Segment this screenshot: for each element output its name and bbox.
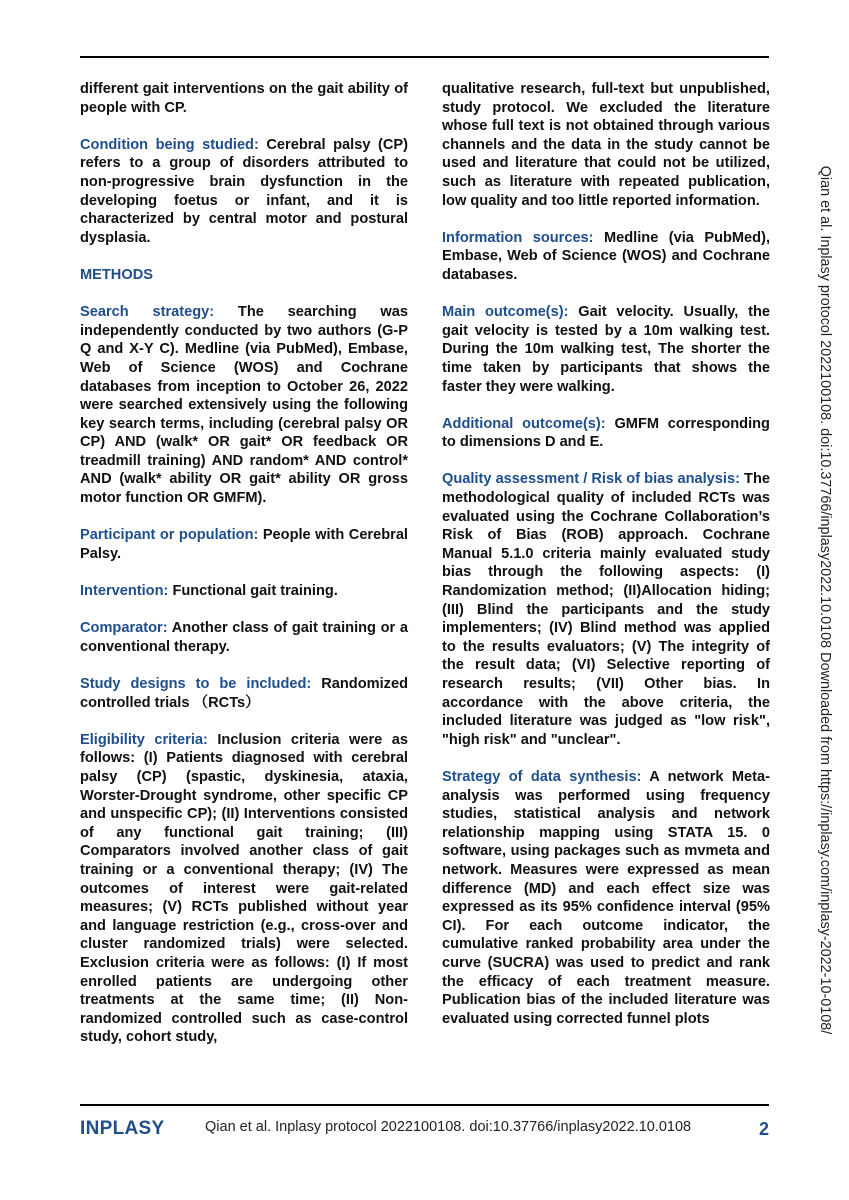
intervention-text: Functional gait training.: [172, 583, 338, 600]
condition-paragraph: [80, 136, 408, 248]
data-synthesis-text: A network Meta-analysis was performed using frequency studies, statistical analysis and network relationship mapping using STATA 15. 0 software, using packages such as mvmeta and network. Measures were expressed as mean difference (MD) and each effect size was expressed as its 95% confidence interval (95% CI). For each outcome indicator, the cumulative ranked probability area under the curve (SUCRA) was used to predict and rank the efficacy of each treatment measure. Publication bias of the included literature was evaluated using corrected funnel plots: [442, 768, 770, 1027]
comparator-paragraph: [80, 619, 408, 656]
footer-citation: Qian et al. Inplasy protocol 2022100108. doi:10.37766/inplasy2022.10.0108: [205, 1119, 692, 1135]
comparator-text: Another class of gait training or a conventional therapy.: [80, 620, 408, 655]
footer-brand: INPLASY: [80, 1118, 165, 1139]
intervention-label: Intervention:: [80, 583, 173, 600]
search-strategy-paragraph: [80, 303, 408, 508]
participant-label: Participant or population:: [80, 527, 263, 544]
study-designs-paragraph: [80, 675, 408, 712]
data-synthesis-paragraph: [442, 768, 770, 1028]
exclusion-continuation: [442, 80, 770, 210]
study-designs-text: Randomized controlled trials （RCTs）: [80, 676, 408, 711]
page-number: 2: [759, 1119, 770, 1139]
right-column: [442, 80, 770, 1047]
methods-heading: METHODS: [80, 266, 153, 283]
intro-continuation: [80, 80, 408, 117]
eligibility-paragraph: [80, 731, 408, 1047]
information-sources-label: Information sources:: [442, 229, 604, 246]
intervention-paragraph: [80, 582, 408, 601]
search-strategy-text: The searching was independently conducted by two authors (G-P Q and X-Y C). Medline (via PubMed), Embase, Web of Science (WOS) and Cochrane databases from inception to October 26, 2022 were searched extensively using the following key search terms, including (cerebral palsy OR CP) AND (walk* OR gait* OR feedback OR treadmill training) AND random* AND control* AND (walk* ability OR gait* ability OR gross motor function OR GMFM).: [80, 304, 408, 507]
information-sources-text: Medline (via PubMed), Embase, Web of Science (WOS) and Cochrane databases.: [442, 229, 771, 283]
condition-label: Condition being studied:: [80, 136, 267, 153]
eligibility-label: Eligibility criteria:: [80, 731, 218, 748]
participant-text: People with Cerebral Palsy.: [80, 527, 408, 562]
study-designs-label: Study designs to be included:: [80, 676, 322, 692]
quality-assessment-text: The methodological quality of included RCTs was evaluated using the Cochrane Collaboration’s Risk of Bias (ROB) approach. Cochrane Manual 5.1.0 criteria mainly evaluated study bias through the following aspects: (I) Randomization method; (II)Allocation hiding; (III) Blind the participants and the study implementers; (IV) Blind method was applied to the results evaluators; (V) The integrity of the result data; (VI) Selective reporting of research results; (VII) Other bias. In accordance with the above criteria, the included literature was judged as "low risk", "high risk" and "unclear".: [442, 471, 770, 748]
main-outcome-label: Main outcome(s):: [442, 304, 579, 321]
additional-outcome-paragraph: [442, 415, 770, 452]
eligibility-text: Inclusion criteria were as follows: (I) Patients diagnosed with cerebral palsy (CP) (spastic, dyskinesia, ataxia, Worster-Drought syndrome, other specific CP and unspecific CP); (II) Interventions consisted of any functional gait training; (III) Comparators involved another class of gait training or a conventional therapy; (IV) The outcomes of interest were gait-related measures; (V) RCTs published without year and language restriction (e.g., cross-over and cluster randomized trials) were selected. Exclusion criteria were as follows: (I) If most enrolled patients are undergoing other treatments at the same time; (II) Non-randomized controlled such as case-control study, cohort study,: [80, 731, 408, 1046]
exclusion-text: qualitative research, full-text but unpublished, study protocol. We excluded the literature whose full text is not obtained through various channels and the data in the study cannot be used and literature that could not be utilized, such as literature with repeated publication, low quality and too little reported information.: [442, 81, 770, 209]
data-synthesis-label: Strategy of data synthesis:: [442, 768, 650, 785]
additional-outcome-label: Additional outcome(s):: [442, 415, 615, 432]
additional-outcome-text: GMFM corresponding to dimensions D and E.: [442, 415, 770, 451]
main-outcome-paragraph: [442, 303, 770, 396]
quality-assessment-paragraph: [442, 470, 770, 749]
search-strategy-label: Search strategy:: [80, 304, 238, 321]
comparator-label: Comparator:: [80, 620, 172, 637]
bottom-rule: [80, 1104, 769, 1106]
quality-assessment-label: Quality assessment / Risk of bias analysis:: [442, 471, 745, 488]
download-side-text: Qian et al. Inplasy protocol 2022100108. doi:10.37766/inplasy2022.10.0108 Downloaded from https://inplasy.com/inplasy-2022-10-0108/: [817, 165, 833, 1035]
condition-text: Cerebral palsy (CP) refers to a group of disorders attributed to non-progressive brain dysfunction in the developing foetus or infant, and it is characterized by central motor and postural dysplasia.: [80, 136, 408, 246]
main-outcome-text: Gait velocity. Usually, the gait velocity is tested by a 10m walking test. During the 10m walking test, The shorter the time taken by participants that shows the faster they were walking.: [442, 304, 771, 395]
participant-paragraph: [80, 526, 408, 563]
top-rule: [80, 56, 769, 58]
left-column: [80, 80, 408, 1065]
information-sources-paragraph: [442, 229, 770, 285]
intro-text: different gait interventions on the gait ability of people with CP.: [80, 81, 408, 116]
